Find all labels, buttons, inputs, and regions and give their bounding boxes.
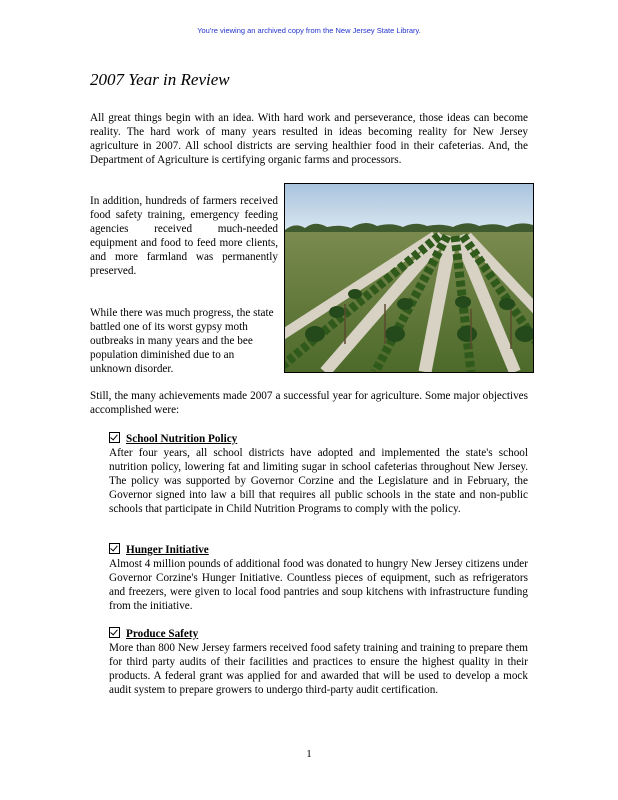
section-school-nutrition — [109, 432, 528, 516]
section-heading — [109, 432, 528, 446]
intro-paragraph: All great things begin with an idea. With hard work and perseverance, those ideas can become reality. The hard work of many years resulted in ideas becoming reality for New Jersey agriculture in 2007. All school districts are serving healthier food in their cafeterias. And, the Department of Agriculture is certifying organic farms and processors. — [90, 112, 528, 166]
section-hunger-initiative — [109, 543, 528, 613]
section-heading — [109, 543, 528, 557]
checkbox-icon — [109, 432, 120, 443]
section-heading — [109, 627, 528, 641]
section-body: More than 800 New Jersey farmers received food safety training and training to prepare them for third party audits of their facilities and practices to ensure the highest quality in their products. A federal grant was applied for and awarded that will be used to develop a mock audit system to prepare growers to undergo third-party audit certification. — [109, 642, 528, 696]
section-heading-text: School Nutrition Policy — [126, 433, 238, 445]
field-photo — [284, 183, 534, 373]
page-title: 2007 Year in Review — [90, 70, 230, 89]
still-paragraph: Still, the many achievements made 2007 a successful year for agriculture. Some major objectives accomplished were: — [90, 390, 528, 416]
archive-banner: You're viewing an archived copy from the New Jersey State Library. — [197, 26, 421, 35]
addition-paragraph: In addition, hundreds of farmers received food safety training, emergency feeding agencies received much-needed equipment and food to feed more clients, and more farmland was permanently preserved. — [90, 195, 278, 277]
section-heading-text: Hunger Initiative — [126, 544, 209, 556]
section-body: After four years, all school districts have adopted and implemented the state's school nutrition policy, lowering fat and limiting sugar in school cafeterias throughout New Jersey. The policy was supported by Governor Corzine and the Legislature and in February, the Governor signed into law a bill that requires all public schools in the state and non-public schools that participate in Child Nutrition Programs to comply with the policy. — [109, 447, 528, 515]
section-heading-text: Produce Safety — [126, 628, 199, 640]
page-number: 1 — [306, 748, 312, 760]
checkbox-icon — [109, 627, 120, 638]
progress-paragraph: While there was much progress, the state battled one of its worst gypsy moth outbreaks in many years and the bee population diminished due to an unknown disorder. — [90, 307, 274, 375]
section-body: Almost 4 million pounds of additional food was donated to hungry New Jersey citizens under Governor Corzine's Hunger Initiative. Countless pieces of equipment, such as refrigerators and freezers, were given to local food pantries and soup kitchens with infrastructure funding from the initiative. — [109, 558, 528, 612]
field-photo-image — [285, 184, 533, 372]
section-produce-safety — [109, 627, 528, 697]
checkbox-icon — [109, 543, 120, 554]
